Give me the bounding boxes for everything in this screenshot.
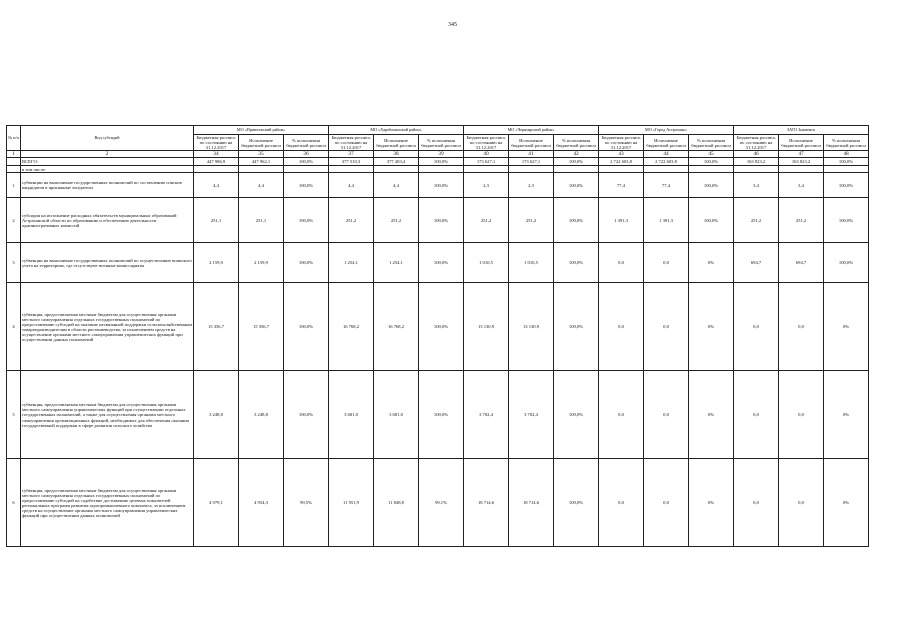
cell-value: 15 356,7 xyxy=(239,283,284,371)
cell-value: 0,0 xyxy=(734,459,779,547)
total-value: 2 722 603,8 xyxy=(599,158,644,166)
table-row xyxy=(7,198,869,243)
column-index: 34 xyxy=(194,151,239,158)
total-value: 377 403,4 xyxy=(374,158,419,166)
table-row xyxy=(7,243,869,283)
cell-value: 100,0% xyxy=(419,283,464,371)
group-header: МО «Приволжский район» xyxy=(194,126,329,135)
municipality-header-row xyxy=(7,126,869,135)
cell-value: 0,0 xyxy=(644,459,689,547)
cell-value: 100,0% xyxy=(554,283,599,371)
table-row xyxy=(7,173,869,198)
including-label: в том числе: xyxy=(21,166,194,173)
total-value: 447 962,1 xyxy=(239,158,284,166)
total-label: ВСЕГО: xyxy=(21,158,194,166)
cell-value: 0,0 xyxy=(644,371,689,459)
cell-value: 1 010,5 xyxy=(509,243,554,283)
sub-header: % исполнения бюджетной росписи xyxy=(554,135,599,151)
row-number: 1 xyxy=(7,173,21,198)
cell-value: 1 391,3 xyxy=(599,198,644,243)
cell-value: 100,0% xyxy=(824,243,869,283)
cell-value: 251,2 xyxy=(374,198,419,243)
cell-value: 0,0 xyxy=(599,283,644,371)
cell-value: 0% xyxy=(689,283,734,371)
total-value: 100,0% xyxy=(689,158,734,166)
sub-header: Исполнение бюджетной росписи xyxy=(374,135,419,151)
column-index: 1 xyxy=(7,151,21,158)
cell-value: 100,0% xyxy=(689,173,734,198)
column-index: 45 xyxy=(689,151,734,158)
cell-value: 1 010,5 xyxy=(464,243,509,283)
cell-value: 2 159,9 xyxy=(194,243,239,283)
cell-value: 3,4 xyxy=(734,173,779,198)
total-value: 163 823,2 xyxy=(779,158,824,166)
cell-value: 100,0% xyxy=(554,371,599,459)
cell-value: 1 254,1 xyxy=(329,243,374,283)
row-number: 6 xyxy=(7,459,21,547)
cell-value: 100,0% xyxy=(284,283,329,371)
cell-value: 251,2 xyxy=(464,198,509,243)
cell-value: 77,4 xyxy=(599,173,644,198)
column-index: 37 xyxy=(329,151,374,158)
sub-header: Бюджетная роспись по состоянию на 31.12.2017 xyxy=(599,135,644,151)
row-description: субвенции на выполнение государственных полномочий по составлению списков кандидатов в присяжные заседатели xyxy=(21,173,194,198)
cell-value: 2 159,9 xyxy=(239,243,284,283)
sub-header: % исполнения бюджетной росписи xyxy=(419,135,464,151)
column-index: 43 xyxy=(599,151,644,158)
sub-header: Бюджетная роспись по состоянию на 31.12.2017 xyxy=(194,135,239,151)
column-index: 44 xyxy=(644,151,689,158)
cell-value: 16 768,2 xyxy=(329,283,374,371)
including-row xyxy=(7,166,869,173)
cell-value: 3 681,0 xyxy=(329,371,374,459)
group-header: МО «Харабалинский район» xyxy=(329,126,464,135)
cell-value: 18 714,6 xyxy=(464,459,509,547)
row-description: субсидия на исполнение расходных обязательств муниципальных образований Астраханской области по образованию и обеспечению деятельности административных комиссий xyxy=(21,198,194,243)
cell-value: 0% xyxy=(824,371,869,459)
column-index: 46 xyxy=(734,151,779,158)
cell-value: 4,4 xyxy=(239,173,284,198)
cell-value: 100,0% xyxy=(554,459,599,547)
total-value: 173 627,1 xyxy=(464,158,509,166)
total-value: 447 986,9 xyxy=(194,158,239,166)
cell-value: 2,3 xyxy=(509,173,554,198)
total-value: 100,0% xyxy=(419,158,464,166)
row-description: субвенции на выполнение государственных полномочий по осуществлению воинского учета на территориях, где отсутствуют военные комиссариаты xyxy=(21,243,194,283)
cell-value: 16 768,2 xyxy=(374,283,419,371)
cell-value: 100,0% xyxy=(419,371,464,459)
cell-value: 3 248,8 xyxy=(239,371,284,459)
cell-value: 4,4 xyxy=(374,173,419,198)
cell-value: 0,0 xyxy=(734,283,779,371)
cell-value: 1 391,3 xyxy=(644,198,689,243)
cell-value: 11 848,8 xyxy=(374,459,419,547)
total-value: 100,0% xyxy=(284,158,329,166)
cell-value: 100,0% xyxy=(689,198,734,243)
cell-value: 251,2 xyxy=(779,198,824,243)
cell-value: 4 954,3 xyxy=(239,459,284,547)
total-value: 173 627,1 xyxy=(509,158,554,166)
cell-value: 0,0 xyxy=(599,371,644,459)
row-description: субвенция, предоставляемая местным бюджетам для осуществления органами местного самоуправления управленческих функций при осуществлении отдельных государственных полномочий, а также для осуществления органами местного самоуправления организационных функций, необходимых для обеспечения оказания государственной поддержки в сфере развития сельского хозяйства xyxy=(21,371,194,459)
sub-header: % исполнения бюджетной росписи xyxy=(284,135,329,151)
cell-value: 0,0 xyxy=(644,283,689,371)
table-row xyxy=(7,459,869,547)
cell-value: 100,0% xyxy=(284,198,329,243)
cell-value: 77,4 xyxy=(644,173,689,198)
column-index: 48 xyxy=(824,151,869,158)
cell-value: 18 714,6 xyxy=(509,459,554,547)
page-number: 345 xyxy=(448,22,457,28)
cell-value: 3 248,8 xyxy=(194,371,239,459)
sub-header: Бюджетная роспись по состоянию на 31.12.2017 xyxy=(329,135,374,151)
row-number: 5 xyxy=(7,371,21,459)
cell-value: 99,5% xyxy=(284,459,329,547)
cell-value: 99,1% xyxy=(419,459,464,547)
total-value: 2 722 603,8 xyxy=(644,158,689,166)
cell-value: 251,2 xyxy=(329,198,374,243)
column-index: 38 xyxy=(374,151,419,158)
cell-value: 3 681,0 xyxy=(374,371,419,459)
cell-value: 251,2 xyxy=(734,198,779,243)
cell-value: 100,0% xyxy=(824,173,869,198)
cell-value: 100,0% xyxy=(824,198,869,243)
column-index: 2 xyxy=(21,151,194,158)
cell-value: 694,7 xyxy=(734,243,779,283)
group-header: ЗАТО Знаменск xyxy=(734,126,869,135)
sub-header: % исполнения бюджетной росписи xyxy=(689,135,734,151)
cell-value: 4 979,1 xyxy=(194,459,239,547)
cell-value: 251,2 xyxy=(509,198,554,243)
column-index: 47 xyxy=(779,151,824,158)
total-value: 377 510,3 xyxy=(329,158,374,166)
cell-value: 0% xyxy=(824,459,869,547)
cell-value: 251,1 xyxy=(239,198,284,243)
cell-value: 0% xyxy=(824,283,869,371)
cell-value: 3,4 xyxy=(779,173,824,198)
table-row xyxy=(7,283,869,371)
row-number: 4 xyxy=(7,283,21,371)
table-row xyxy=(7,371,869,459)
row-number: 2 xyxy=(7,198,21,243)
cell-value: 0,0 xyxy=(779,283,824,371)
cell-value: 100,0% xyxy=(419,173,464,198)
total-value: 100,0% xyxy=(554,158,599,166)
cell-value: 13 130,9 xyxy=(509,283,554,371)
sub-header: Бюджетная роспись по состоянию на 31.12.2017 xyxy=(734,135,779,151)
row-description: субвенция, предоставляемая местным бюджетам для осуществления органами местного самоуправления отдельных государственных полномочий по предоставлению субсидий на содействие достижению целевых показателей региональных программ развития агропромышленного комплекса, за исключением средств на осуществление органами местного самоуправления управленческих функций при осуществлении данных полномочий xyxy=(21,459,194,547)
sub-header: Исполнение бюджетной росписи xyxy=(779,135,824,151)
sub-header: Исполнение бюджетной росписи xyxy=(509,135,554,151)
cell-value: 100,0% xyxy=(419,198,464,243)
cell-value: 0,0 xyxy=(779,459,824,547)
row-number: 3 xyxy=(7,243,21,283)
cell-value: 100,0% xyxy=(284,371,329,459)
column-index-row xyxy=(7,151,869,158)
sub-header: % исполнения бюджетной росписи xyxy=(824,135,869,151)
cell-value: 4,4 xyxy=(329,173,374,198)
row-description: субвенция, предоставляемая местным бюджетам для осуществления органами местного самоуправления отдельных государственных полномочий по предоставлению субсидий на оказание несвязанной поддержки сельскохозяйственным товаропроизводителям в области растениеводства, за исключением средств на осуществление органами местного самоуправления управленческих функций при осуществлении данных полномочий xyxy=(21,283,194,371)
cell-value: 2,3 xyxy=(464,173,509,198)
cell-value: 694,7 xyxy=(779,243,824,283)
total-value: 163 823,2 xyxy=(734,158,779,166)
sub-header: Исполнение бюджетной росписи xyxy=(239,135,284,151)
cell-value: 3 702,4 xyxy=(464,371,509,459)
column-index: 39 xyxy=(419,151,464,158)
cell-value: 100,0% xyxy=(419,243,464,283)
cell-value: 1 254,1 xyxy=(374,243,419,283)
cell-value: 4,4 xyxy=(194,173,239,198)
sub-header: Бюджетная роспись по состоянию на 31.12.2017 xyxy=(464,135,509,151)
cell-value: 100,0% xyxy=(284,173,329,198)
column-index: 35 xyxy=(239,151,284,158)
cell-value: 15 356,7 xyxy=(194,283,239,371)
cell-value: 0,0 xyxy=(779,371,824,459)
cell-value: 13 130,9 xyxy=(464,283,509,371)
cell-value: 100,0% xyxy=(554,173,599,198)
col-type-header: Вид субсидий xyxy=(21,126,194,151)
group-header: МО «Город Астрахань» xyxy=(599,126,734,135)
cell-value: 0,0 xyxy=(599,243,644,283)
cell-value: 0,0 xyxy=(644,243,689,283)
group-header: МО «Черноярский район» xyxy=(464,126,599,135)
cell-value: 0,0 xyxy=(734,371,779,459)
cell-value: 100,0% xyxy=(284,243,329,283)
column-index: 41 xyxy=(509,151,554,158)
sub-header: Исполнение бюджетной росписи xyxy=(644,135,689,151)
total-row xyxy=(7,158,869,166)
subsidy-table xyxy=(6,125,869,547)
cell-value: 0% xyxy=(689,243,734,283)
col-number-header: № п/п xyxy=(7,126,21,151)
column-index: 42 xyxy=(554,151,599,158)
column-index: 36 xyxy=(284,151,329,158)
cell-value: 100,0% xyxy=(554,198,599,243)
column-index: 40 xyxy=(464,151,509,158)
cell-value: 3 702,4 xyxy=(509,371,554,459)
cell-value: 11 951,9 xyxy=(329,459,374,547)
total-value: 100,0% xyxy=(824,158,869,166)
cell-value: 0% xyxy=(689,371,734,459)
cell-value: 0,0 xyxy=(599,459,644,547)
cell-value: 0% xyxy=(689,459,734,547)
cell-value: 251,1 xyxy=(194,198,239,243)
cell-value: 100,0% xyxy=(554,243,599,283)
